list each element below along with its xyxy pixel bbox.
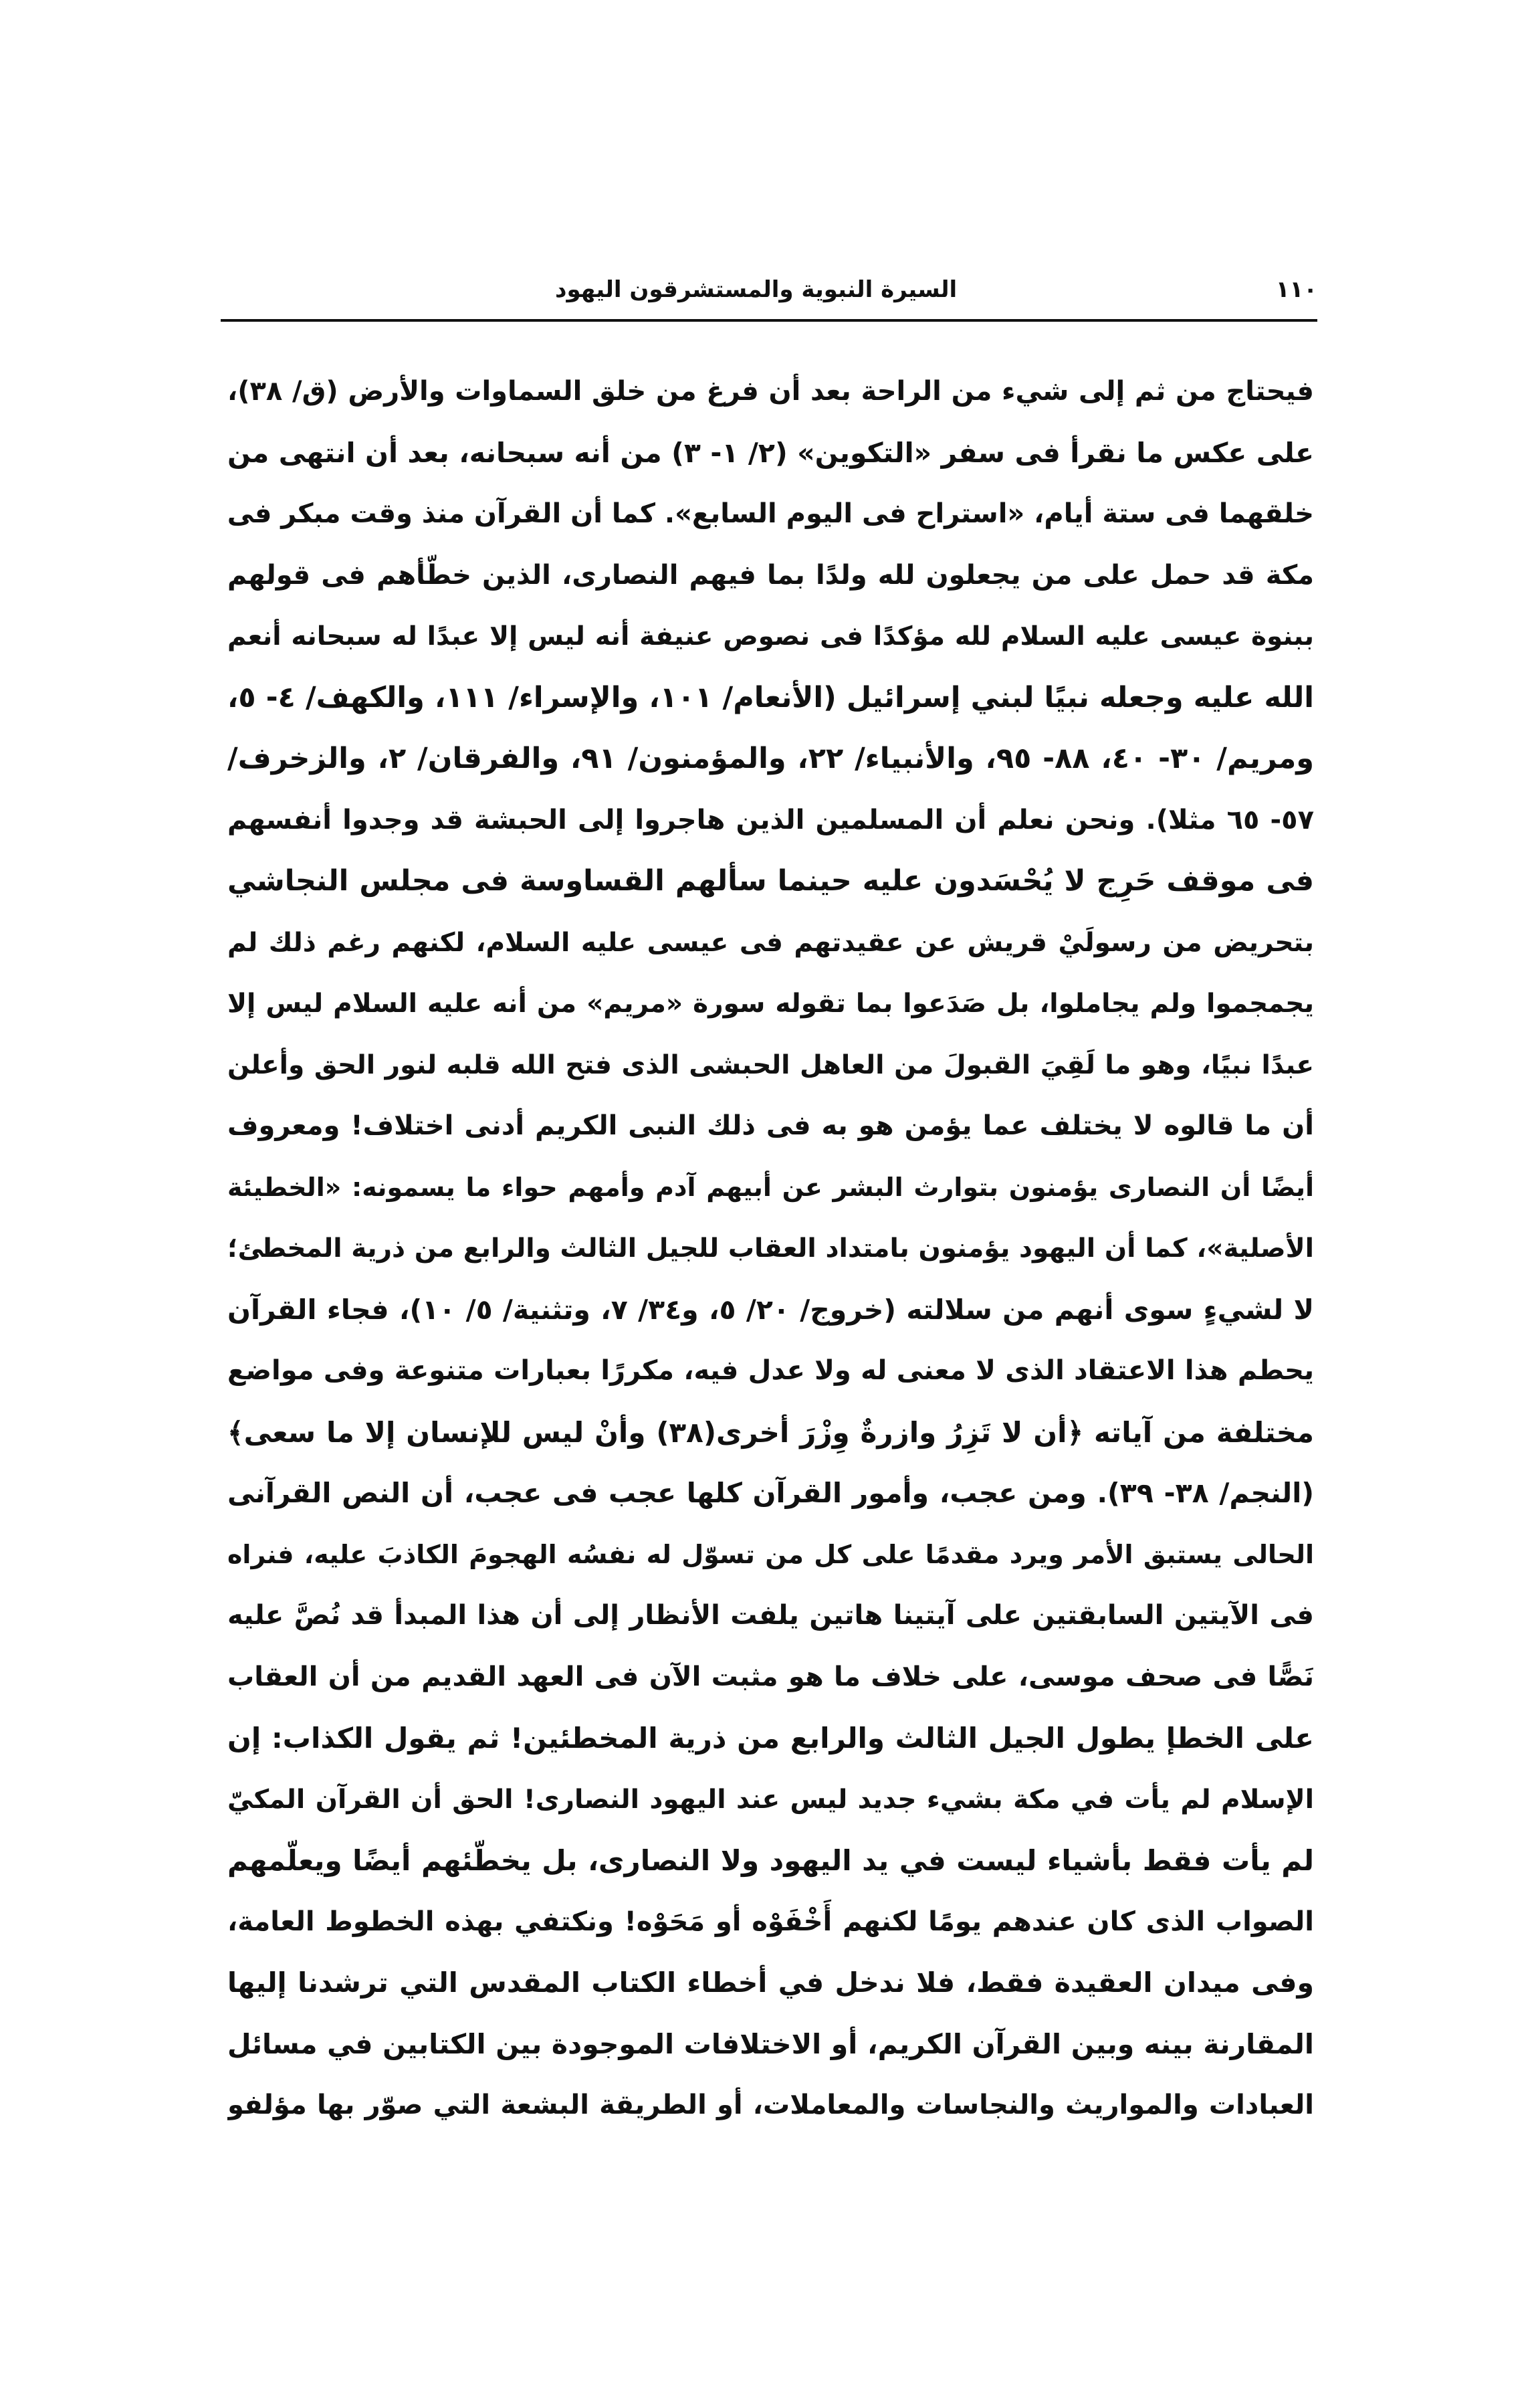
page-number: ١١٠ <box>1275 276 1317 303</box>
text-line: لا لشيءٍ سوى أنهم من سلالته (خروج/ ٢٠/ ٥، و٣٤/ ٧، وتثنية/ ٥/ ١٠)، فجاء القرآن <box>227 1293 1314 1326</box>
text-line: أيضًا أن النصارى يؤمنون بتوارث البشر عن أبيهم آدم وأمهم حواء ما يسمونه: «الخطيئة <box>227 1172 1314 1202</box>
text-line: مكة قد حمل على من يجعلون لله ولدًا بما فيهم النصارى، الذين خطّأهم فى قولهم <box>227 559 1314 591</box>
text-line: لم يأت فقط بأشياء ليست في يد اليهود ولا النصارى، بل يخطّئهم أيضًا ويعلّمهم <box>227 1844 1314 1877</box>
text-line: (النجم/ ٣٨- ٣٩). ومن عجب، وأمور القرآن كلها عجب فى عجب، أن النص القرآنى <box>227 1477 1314 1509</box>
text-line: الحالى يستبق الأمر ويرد مقدمًا على كل من تسوّل له نفسُه الهجومَ الكاذبَ عليه، فنراه <box>227 1539 1314 1569</box>
text-line: وفى ميدان العقيدة فقط، فلا ندخل في أخطاء الكتاب المقدس التي ترشدنا إليها <box>227 1967 1314 1999</box>
header-title: السيرة النبوية والمستشرقون اليهود <box>555 276 958 303</box>
text-line: فى الآيتين السابقتين على آيتينا هاتين يلفت الأنظار إلى أن هذا المبدأ قد نُصَّ عليه <box>227 1600 1314 1631</box>
text-line: أن ما قالوه لا يختلف عما يؤمن هو به فى ذلك النبى الكريم أدنى اختلاف! ومعروف <box>227 1110 1314 1141</box>
text-line: الله عليه وجعله نبيًا لبني إسرائيل (الأنعام/ ١٠١، والإسراء/ ١١١، والكهف/ ٤- ٥، <box>227 680 1314 714</box>
text-line: بتحريض من رسولَيْ قريش عن عقيدتهم فى عيسى عليه السلام، لكنهم رغم ذلك لم <box>227 927 1314 958</box>
text-line: على الخطإ يطول الجيل الثالث والرابع من ذرية المخطئين! ثم يقول الكذاب: إن <box>227 1722 1314 1754</box>
text-line: ومريم/ ٣٠- ٤٠، ٨٨- ٩٥، والأنبياء/ ٢٢، والمؤمنون/ ٩١، والفرقان/ ٢، والزخرف/ <box>227 742 1314 775</box>
text-line: فى موقف حَرِج لا يُحْسَدون عليه حينما سألهم القساوسة فى مجلس النجاشي <box>227 864 1314 898</box>
text-line: مختلفة من آياته ﴿أن لا تَزِرُ وازرةٌ وِزْرَ أخرى(٣٨) وأنْ ليس للإنسان إلا ما سعى﴾ <box>227 1415 1314 1449</box>
text-line: المقارنة بينه وبين القرآن الكريم، أو الاختلافات الموجودة بين الكتابين في مسائل <box>227 2027 1314 2060</box>
text-line: الأصلية»، كما أن اليهود يؤمنون بامتداد العقاب للجيل الثالث والرابع من ذرية المخطئ؛ <box>227 1233 1314 1264</box>
text-line: يحطم هذا الاعتقاد الذى لا معنى له ولا عدل فيه، مكررًا بعبارات متنوعة وفى مواضع <box>227 1355 1314 1386</box>
body-text <box>227 361 1314 2136</box>
running-header <box>221 271 1317 324</box>
header-rule <box>221 319 1317 322</box>
text-line: ببنوة عيسى عليه السلام لله مؤكدًا فى نصوص عنيفة أنه ليس إلا عبدًا له سبحانه أنعم <box>227 621 1314 651</box>
text-line: خلقهما فى ستة أيام، «استراح فى اليوم السابع». كما أن القرآن منذ وقت مبكر فى <box>227 498 1314 529</box>
text-line: على عكس ما نقرأ فى سفر «التكوين» (٢/ ١- ٣) من أنه سبحانه، بعد أن انتهى من <box>227 436 1314 469</box>
text-line: يجمجموا ولم يجاملوا، بل صَدَعوا بما تقوله سورة «مريم» من أنه عليه السلام ليس إلا <box>227 989 1314 1019</box>
text-line: الإسلام لم يأت في مكة بشيء جديد ليس عند اليهود النصارى! الحق أن القرآن المكيّ <box>227 1784 1314 1815</box>
text-line: نَصًّا فى صحف موسى، على خلاف ما هو مثبت الآن فى العهد القديم من أن العقاب <box>227 1661 1314 1692</box>
text-line: فيحتاج من ثم إلى شيء من الراحة بعد أن فرغ من خلق السماوات والأرض (ق/ ٣٨)، <box>227 376 1314 407</box>
text-line: العبادات والمواريث والنجاسات والمعاملات، أو الطريقة البشعة التي صوّر بها مؤلفو <box>227 2090 1314 2120</box>
text-line: ٥٧- ٦٥ مثلا). ونحن نعلم أن المسلمين الذين هاجروا إلى الحبشة قد وجدوا أنفسهم <box>227 804 1314 835</box>
text-line: الصواب الذى كان عندهم يومًا لكنهم أَخْفَوْه أو مَحَوْه! ونكتفي بهذه الخطوط العامة، <box>227 1906 1314 1937</box>
text-line: عبدًا نبيًا، وهو ما لَقِيَ القبولَ من العاهل الحبشى الذى فتح الله قلبه لنور الحق وأعلن <box>227 1049 1314 1080</box>
